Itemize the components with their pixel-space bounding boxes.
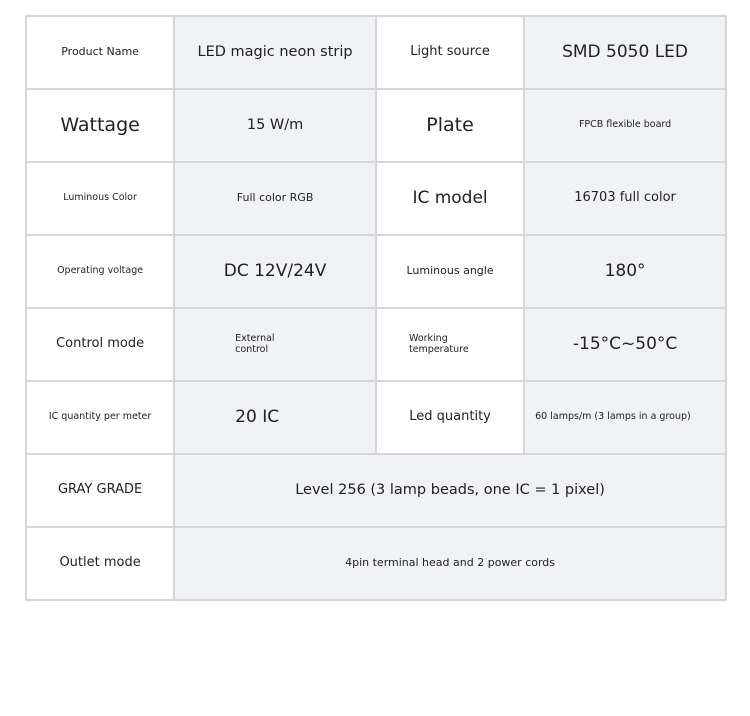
control-mode-value-line2: control bbox=[235, 343, 269, 355]
plate-label: Plate bbox=[376, 89, 524, 162]
working-temperature-label-line2: temperature bbox=[408, 343, 469, 355]
product-name-label: Product Name bbox=[26, 16, 174, 89]
wattage-value: 15 W/m bbox=[174, 89, 376, 162]
wattage-label: Wattage bbox=[26, 89, 174, 162]
working-temperature-label-line1: Working bbox=[408, 332, 448, 344]
working-temperature-value: -15°C~50°C bbox=[524, 308, 726, 381]
led-quantity-label: Led quantity bbox=[376, 381, 524, 454]
control-mode-value-line1: External bbox=[235, 332, 275, 344]
luminous-angle-label: Luminous angle bbox=[376, 235, 524, 308]
plate-value: FPCB flexible board bbox=[524, 89, 726, 162]
control-mode-label: Control mode bbox=[26, 308, 174, 381]
table-row-ic-quantity bbox=[26, 381, 726, 454]
outlet-mode-value: 4pin terminal head and 2 power cords bbox=[174, 527, 726, 600]
table-row-operating-voltage bbox=[26, 235, 726, 308]
table-row-outlet-mode bbox=[26, 527, 726, 600]
table-row-wattage bbox=[26, 89, 726, 162]
operating-voltage-value: DC 12V/24V bbox=[174, 235, 376, 308]
led-quantity-value: 60 lamps/m (3 lamps in a group) bbox=[524, 381, 726, 454]
table-row-gray-grade bbox=[26, 454, 726, 527]
ic-model-label: IC model bbox=[376, 162, 524, 235]
table-row-control-mode bbox=[26, 308, 726, 381]
gray-grade-value: Level 256 (3 lamp beads, one IC = 1 pixel) bbox=[174, 454, 726, 527]
light-source-label: Light source bbox=[376, 16, 524, 89]
light-source-value: SMD 5050 LED bbox=[524, 16, 726, 89]
outlet-mode-label: Outlet mode bbox=[26, 527, 174, 600]
luminous-color-label: Luminous Color bbox=[26, 162, 174, 235]
ic-quantity-value: 20 IC bbox=[174, 381, 376, 454]
operating-voltage-label: Operating voltage bbox=[26, 235, 174, 308]
luminous-angle-value: 180° bbox=[524, 235, 726, 308]
luminous-color-value: Full color RGB bbox=[174, 162, 376, 235]
ic-quantity-label: IC quantity per meter bbox=[26, 381, 174, 454]
control-mode-value bbox=[174, 308, 376, 381]
spec-table bbox=[25, 15, 727, 601]
product-name-value: LED magic neon strip bbox=[174, 16, 376, 89]
table-row-luminous-color bbox=[26, 162, 726, 235]
ic-model-value: 16703 full color bbox=[524, 162, 726, 235]
working-temperature-label bbox=[376, 308, 524, 381]
table-row-product-name bbox=[26, 16, 726, 89]
gray-grade-label: GRAY GRADE bbox=[26, 454, 174, 527]
